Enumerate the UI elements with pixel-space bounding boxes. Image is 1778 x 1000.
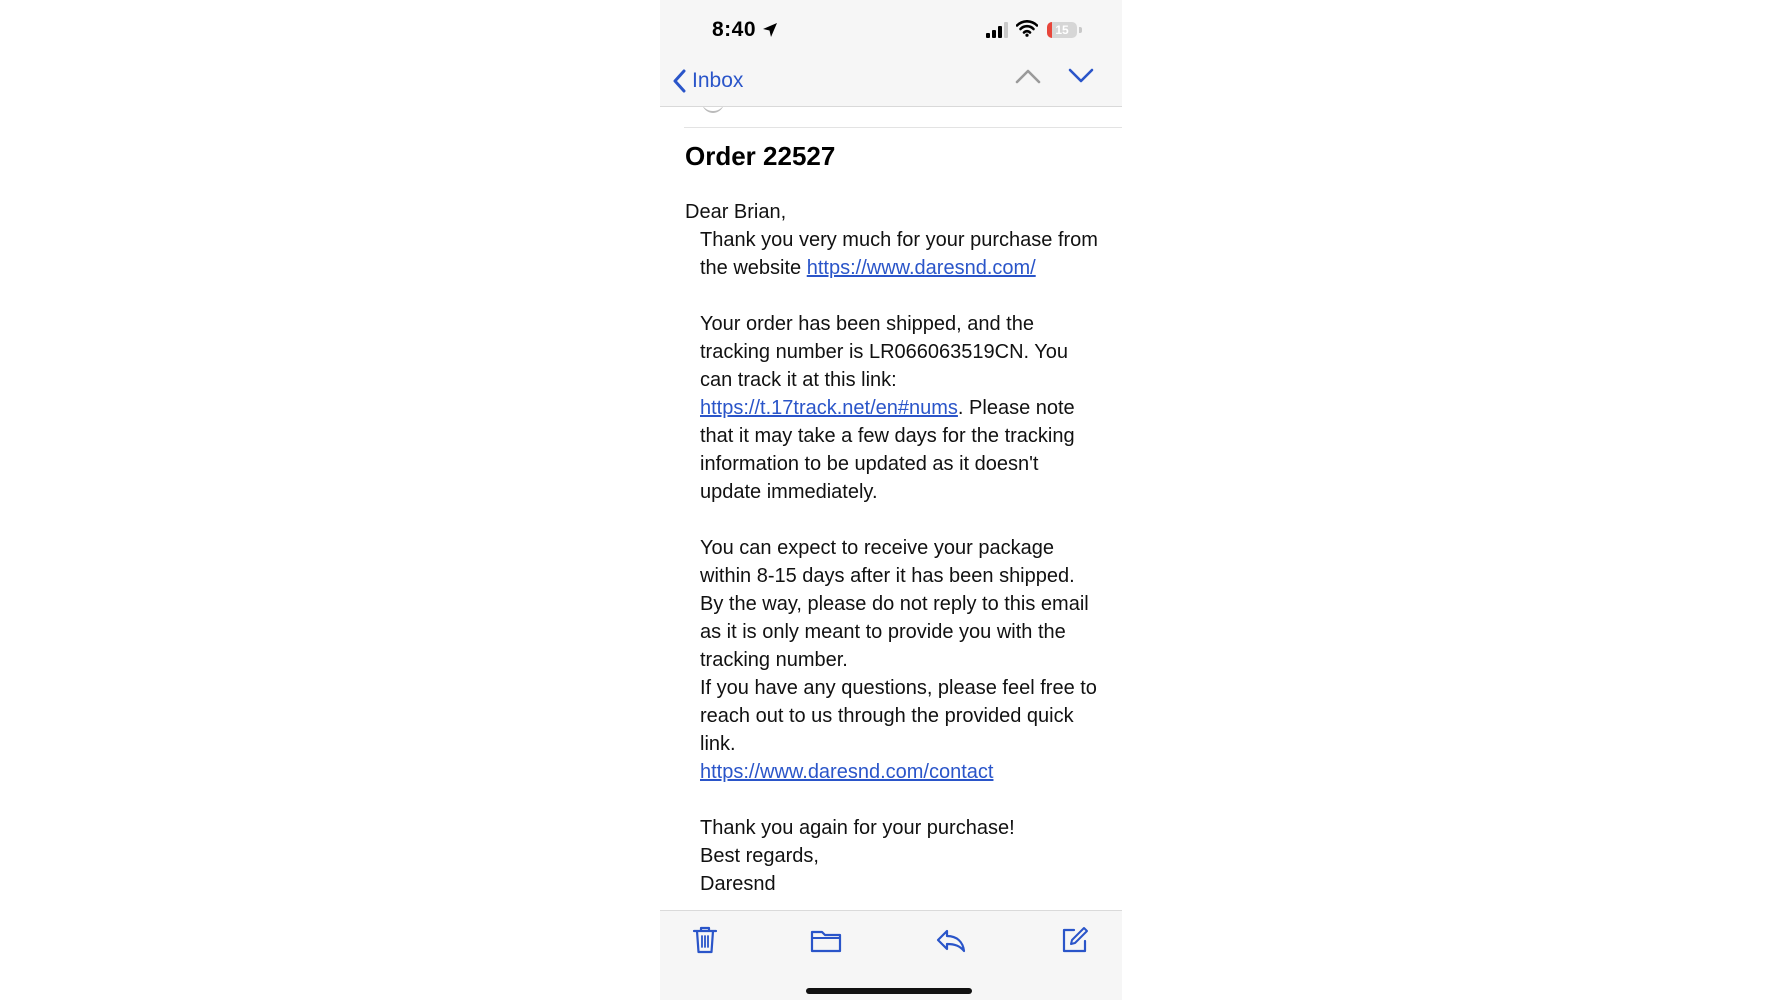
contact-line bbox=[685, 758, 1105, 786]
back-to-inbox-button[interactable] bbox=[672, 64, 743, 98]
body-paragraph-no-reply: By the way, please do not reply to this email as it is only meant to provide you with the tracking number. bbox=[700, 593, 1089, 671]
compose-button[interactable] bbox=[1060, 925, 1090, 960]
body-paragraph-questions: If you have any questions, please feel free to reach out to us through the provided quick link. bbox=[700, 677, 1097, 755]
nav-bar bbox=[660, 56, 1122, 107]
previous-message-button[interactable] bbox=[1015, 68, 1041, 89]
email-subject: Order 22527 bbox=[685, 141, 836, 171]
thanks-text: Thank you very much for your purchase from the website bbox=[700, 229, 1098, 279]
cellular-signal-icon bbox=[986, 22, 1010, 38]
chevron-up-icon bbox=[1015, 68, 1041, 84]
sender-avatar-fragment bbox=[702, 107, 724, 113]
body-paragraph-thanks bbox=[685, 226, 1105, 282]
shipping-text: Your order has been shipped, and the tracking number is LR066063519CN. You can track it at this link: bbox=[700, 313, 1069, 391]
chevron-left-icon bbox=[672, 69, 686, 93]
chevron-down-icon bbox=[1068, 68, 1094, 84]
closing-regards: Best regards, bbox=[700, 845, 819, 867]
trash-icon bbox=[692, 925, 718, 955]
tracking-note-text: . Please note that it may take a few days for the tracking information to be updated as it doesn't update immediately. bbox=[700, 397, 1075, 503]
battery-icon bbox=[1047, 22, 1077, 38]
status-bar bbox=[660, 0, 1122, 56]
tracking-link[interactable]: https://t.17track.net/en#nums bbox=[700, 397, 958, 419]
contact-link[interactable]: https://www.daresnd.com/contact bbox=[700, 761, 994, 783]
body-paragraph-delivery: You can expect to receive your package within 8-15 days after it has been shipped. bbox=[700, 537, 1075, 587]
home-indicator[interactable] bbox=[806, 988, 972, 994]
delete-button[interactable] bbox=[692, 925, 718, 960]
greeting: Dear Brian, bbox=[685, 201, 787, 223]
move-to-folder-button[interactable] bbox=[810, 925, 842, 960]
bottom-toolbar bbox=[660, 910, 1122, 1000]
email-body bbox=[685, 198, 1105, 898]
signature: Daresnd bbox=[700, 873, 776, 895]
reply-button[interactable] bbox=[935, 925, 967, 960]
wifi-icon bbox=[1016, 20, 1038, 37]
back-button-label: Inbox bbox=[692, 69, 744, 92]
next-message-button[interactable] bbox=[1068, 68, 1094, 89]
battery-cap bbox=[1079, 27, 1082, 33]
phone-screen bbox=[660, 0, 1122, 1000]
header-divider bbox=[684, 127, 1122, 128]
closing-thanks: Thank you again for your purchase! bbox=[700, 817, 1015, 839]
reply-icon bbox=[935, 925, 967, 955]
email-content[interactable] bbox=[660, 107, 1122, 910]
compose-icon bbox=[1060, 925, 1090, 955]
status-time: 8:40 bbox=[712, 18, 757, 41]
location-arrow-icon bbox=[761, 21, 779, 39]
body-paragraph-shipping bbox=[685, 310, 1105, 506]
folder-icon bbox=[810, 925, 842, 955]
battery-percentage: 15 bbox=[1055, 23, 1069, 37]
website-link[interactable]: https://www.daresnd.com/ bbox=[806, 257, 1036, 279]
